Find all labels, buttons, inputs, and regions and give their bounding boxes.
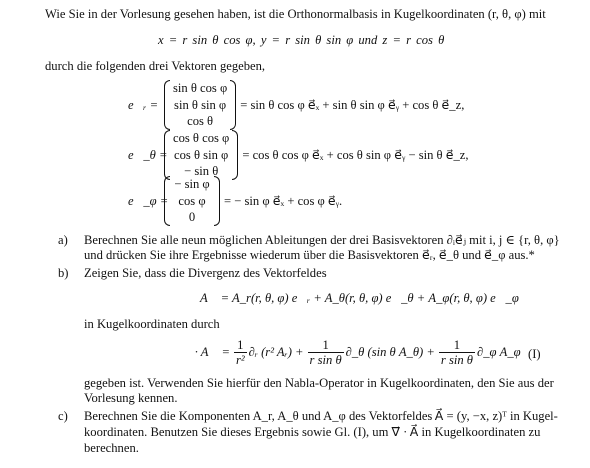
component-vector-e-r [164,80,236,130]
basis-vector-e-phi [128,176,342,226]
intro-line-1: Wie Sie in der Vorlesung gesehen haben, ist die Orthonormalbasis in Kugelkoordinaten (r, θ, φ) mit [45,7,546,21]
basis-vector-e-r [128,80,464,130]
basis-label-e-theta: e⃗_θ = [128,147,168,162]
expansion-e-theta: = cos θ cos φ e⃗ₓ + cos θ sin φ e⃗ᵧ − sin θ e⃗_z, [242,147,469,162]
basis-label-e-phi: e⃗_φ = [128,193,169,208]
item-c-line-2: koordinaten. Benutzen Sie dieses Ergebnis sowie Gl. (I), um ∇⃗ · A⃗ in Kugelkoordinaten zu [84,425,541,439]
expansion-e-phi: = − sin φ e⃗ₓ + cos φ e⃗ᵧ. [224,193,343,208]
vector-field-definition: A⃗ = A_r(r, θ, φ) e⃗ᵣ + A_θ(r, θ, φ) e⃗_θ + A_φ(r, θ, φ) e⃗_φ [200,291,519,305]
component: cos φ [178,193,206,208]
fraction-one-over-r-sin-theta: $\frac{1}{\text{r sin θ}}$ [309,338,342,368]
item-c-line-3: berechnen. [84,441,139,455]
item-marker-c: c) [58,409,68,423]
item-marker-b: b) [58,266,69,280]
item-a-line-1: Berechnen Sie alle neun möglichen Ableitungen der drei Basisvektoren ∂ᵢe⃗ⱼ mit i, j ∈ {r, θ, φ} [84,233,560,247]
equation-number: (I) [528,347,541,361]
fraction-one-over-r-sin-theta-2: $\frac{1}{\text{r sin θ}}$ [440,338,473,368]
component: 0 [188,210,196,225]
expansion-e-r: = sin θ cos φ e⃗ₓ + sin θ sin φ e⃗ᵧ + cos θ e⃗_z, [240,97,465,112]
intro-line-2: durch die folgenden drei Vektoren gegeben, [45,59,266,73]
item-a-line-2: und drücken Sie ihre Ergebnisse wiederum über die Basisvektoren e⃗ᵣ, e⃗_θ und e⃗_φ aus.* [84,248,535,262]
component-vector-e-phi [164,176,220,226]
component: − sin φ [174,177,210,192]
component: − sin θ [184,164,219,179]
component: cos θ sin φ [174,147,229,162]
fraction-one-over-r-squared: $\frac{1}{\text{r²}}$ [235,338,245,368]
item-b-line-4: Vorlesung kennen. [84,391,178,405]
divergence-term-theta: ∂_θ (sin θ A_θ) + [345,345,435,360]
divergence-term-phi: ∂_φ A_φ [476,345,521,360]
component: sin θ cos φ [173,81,228,96]
basis-vector-e-theta [128,130,469,180]
component: sin θ sin φ [174,97,227,112]
item-b-line-1: Zeigen Sie, dass die Divergenz des Vektorfeldes [84,266,327,280]
item-marker-a: a) [58,233,68,247]
divergence-term-r: ∂ᵣ (r² Aᵣ) + [248,345,304,360]
coordinate-definitions: x = r sin θ cos φ, y = r sin θ sin φ und z = r cos θ [158,33,445,47]
divergence-lhs: ∇⃗ · A⃗ = [172,345,230,360]
component-vector-e-theta [164,130,238,180]
component: cos θ [187,114,214,129]
item-b-line-2: in Kugelkoordinaten durch [84,317,220,331]
divergence-formula [172,338,521,368]
basis-label-e-r: e⃗ᵣ = [128,97,159,112]
item-b-line-3: gegeben ist. Verwenden Sie hierfür den Nabla-Operator in Kugelkoordinaten, den Sie aus der [84,376,554,390]
item-c-line-1: Berechnen Sie die Komponenten A_r, A_θ und A_φ des Vektorfeldes A⃗ = (y, −x, z)ᵀ in Kugel- [84,409,558,423]
component: cos θ cos φ [173,131,230,146]
